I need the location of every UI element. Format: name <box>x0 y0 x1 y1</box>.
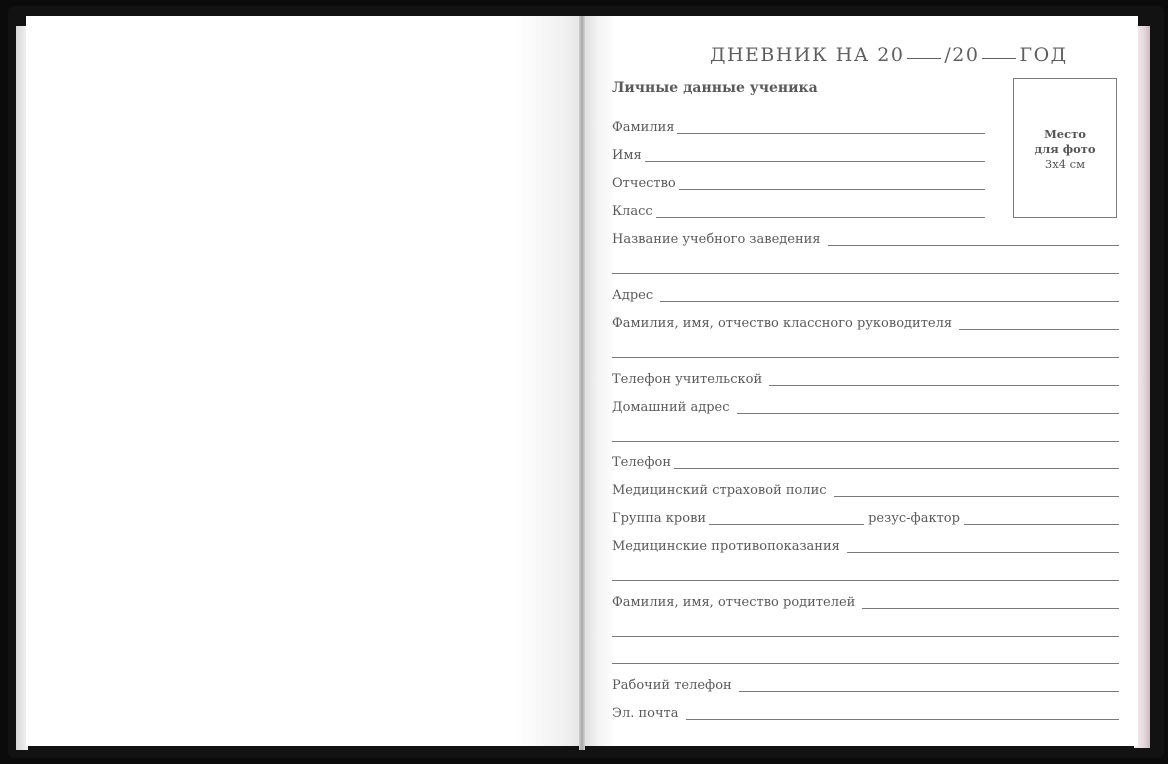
field-parents-name <box>612 591 1119 611</box>
field-label: Фамилия, имя, отчество классного руководителя <box>612 316 953 331</box>
field-line-rhesus <box>964 523 1119 525</box>
title-text-middle: /20 <box>944 44 980 66</box>
field-school-name-continued <box>612 256 1119 276</box>
field-label: Телефон <box>612 455 671 470</box>
field-contraindications <box>612 535 1119 555</box>
field-line <box>612 579 1119 581</box>
field-line <box>959 328 1119 330</box>
field-insurance <box>612 479 1119 499</box>
field-line <box>612 272 1119 274</box>
field-line <box>677 132 985 134</box>
title-text-start: ДНЕВНИК НА 20 <box>710 44 905 66</box>
title-year-blank-1 <box>907 57 941 59</box>
field-school-name <box>612 228 1119 248</box>
field-teacher-name <box>612 312 1119 332</box>
field-label: Фамилия <box>612 120 675 135</box>
field-label: Медицинские противопоказания <box>612 539 840 554</box>
field-surname <box>612 116 985 136</box>
field-line <box>686 718 1120 720</box>
field-parents-name-continued-1 <box>612 619 1119 639</box>
field-label: Класс <box>612 204 653 219</box>
field-phone <box>612 451 1119 471</box>
photo-label-1: Место <box>1044 127 1086 141</box>
field-label: Медицинский страховой полис <box>612 483 827 498</box>
field-contraindications-continued <box>612 563 1119 583</box>
field-line <box>660 300 1119 302</box>
field-label: Имя <box>612 148 642 163</box>
section-title: Личные данные ученика <box>612 80 818 96</box>
field-home-address <box>612 396 1119 416</box>
field-teachers-phone <box>612 368 1119 388</box>
field-label: Группа крови <box>612 511 707 526</box>
field-label: Отчество <box>612 176 676 191</box>
field-line <box>656 216 985 218</box>
left-page-blank <box>26 16 582 746</box>
photo-label-2: для фото <box>1034 142 1096 156</box>
title-year-blank-2 <box>982 57 1016 59</box>
field-parents-name-continued-2 <box>612 646 1119 666</box>
field-line <box>612 662 1119 664</box>
field-patronymic <box>612 172 985 192</box>
field-email <box>612 702 1119 722</box>
field-address <box>612 284 1119 304</box>
field-class <box>612 200 985 220</box>
field-teacher-name-continued <box>612 340 1119 360</box>
field-label: Фамилия, имя, отчество родителей <box>612 595 856 610</box>
field-label-rhesus: резус-фактор <box>868 511 960 526</box>
book-spine <box>579 16 585 750</box>
field-label: Эл. почта <box>612 706 679 721</box>
field-line <box>679 188 985 190</box>
field-line <box>834 495 1119 497</box>
field-line <box>612 440 1119 442</box>
title-text-end: ГОД <box>1019 44 1068 66</box>
field-line <box>737 412 1119 414</box>
field-line <box>847 551 1119 553</box>
photo-placeholder <box>1013 78 1117 218</box>
field-name <box>612 144 985 164</box>
field-label: Адрес <box>612 288 654 303</box>
diary-title <box>710 44 1068 68</box>
field-label: Телефон учительской <box>612 372 763 387</box>
field-line <box>612 356 1119 358</box>
field-line <box>645 160 985 162</box>
field-label: Домашний адрес <box>612 400 730 415</box>
photo-size: 3x4 см <box>1044 157 1086 171</box>
field-line <box>769 384 1119 386</box>
field-line <box>739 690 1119 692</box>
field-label: Рабочий телефон <box>612 678 732 693</box>
field-home-address-continued <box>612 424 1119 444</box>
field-label: Название учебного заведения <box>612 232 821 247</box>
field-blood-group <box>612 507 1119 527</box>
field-work-phone <box>612 674 1119 694</box>
field-line <box>828 244 1119 246</box>
field-line <box>862 607 1119 609</box>
field-line <box>612 635 1119 637</box>
field-line <box>709 523 864 525</box>
field-line <box>674 467 1119 469</box>
